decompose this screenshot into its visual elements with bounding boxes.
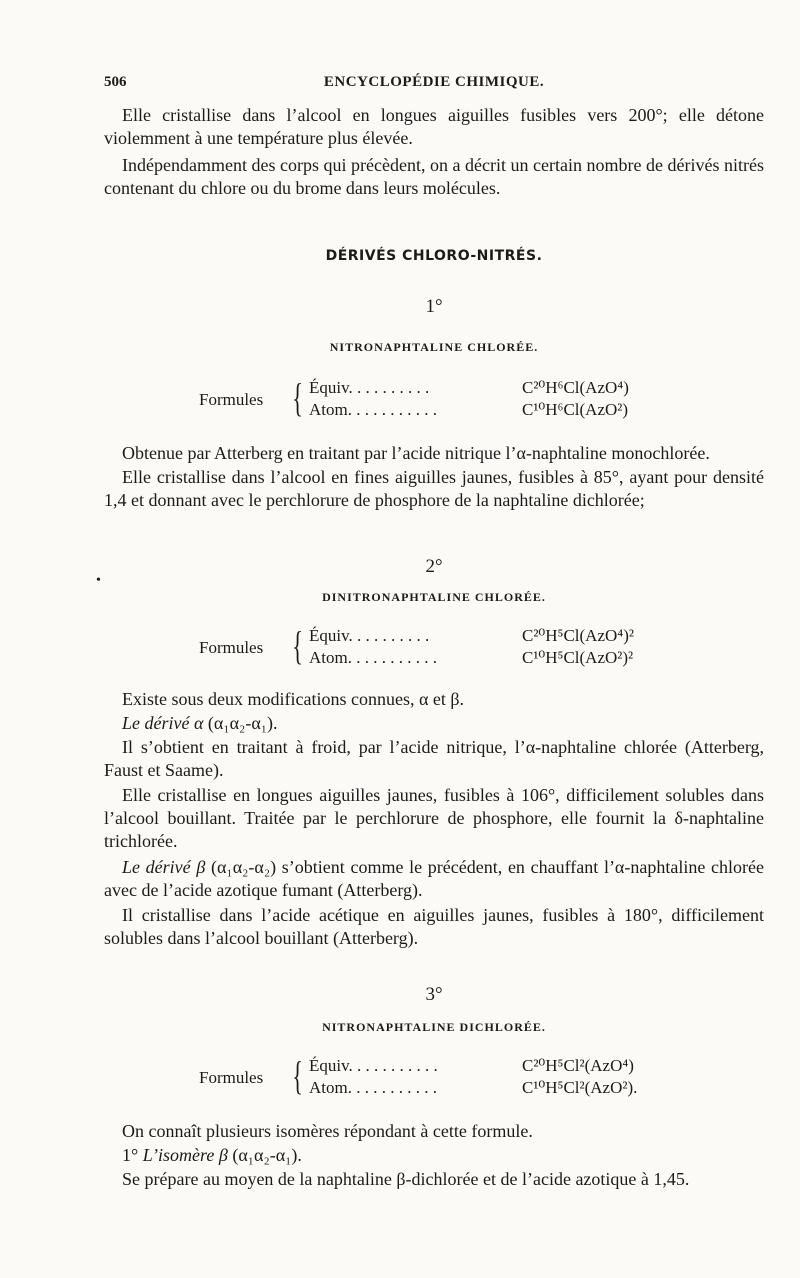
brace-icon: { bbox=[292, 1053, 303, 1098]
page-header bbox=[104, 74, 764, 100]
running-title: ENCYCLOPÉDIE CHIMIQUE. bbox=[323, 74, 545, 90]
paragraph-text: (α₁α₂-α₁). bbox=[232, 1145, 302, 1165]
atom-label: Atom. . . . . . . . . . . bbox=[309, 400, 437, 419]
margin-marker: • bbox=[96, 573, 101, 588]
italic-label: Le dérivé β bbox=[122, 857, 206, 877]
brace-icon: { bbox=[292, 623, 303, 668]
compound-heading: NITRONAPHTALINE DICHLORÉE. bbox=[322, 1020, 546, 1034]
paragraph: Elle cristallise dans l’alcool en longues aiguilles fusibles vers 200°; elle détone violemment à une température plus élevée. bbox=[104, 105, 764, 148]
paragraph: Obtenue par Atterberg en traitant par l’acide nitrique l’α-naphtaline monochlorée. bbox=[122, 443, 710, 463]
item-number: 2° bbox=[425, 556, 443, 577]
equiv-label: Équiv. . . . . . . . . . bbox=[309, 378, 430, 397]
brace-icon: { bbox=[292, 375, 303, 420]
equiv-formula: C²⁰H⁵Cl²(AzO⁴) bbox=[522, 1056, 634, 1075]
paragraph: Existe sous deux modifications connues, α et β. bbox=[122, 689, 465, 709]
paragraph-text: (α₁α₂-α₂) s’obtient comme le précédent, en chauffant l’α-naphtaline chlorée avec de l’acide azotique fumant (Atterberg). bbox=[104, 857, 764, 900]
paragraph bbox=[104, 856, 764, 902]
paragraph: Se prépare au moyen de la naphtaline β-dichlorée et de l’acide azotique à 1,45. bbox=[122, 1169, 690, 1189]
page-number: 506 bbox=[104, 74, 127, 90]
paragraph: Elle cristallise dans l’alcool en fines aiguilles jaunes, fusibles à 85°, ayant pour densité 1,4 et donnant avec le perchlorure de phosphore de la naphtaline dichlorée; bbox=[104, 467, 764, 510]
formula-label: Formules bbox=[199, 390, 264, 409]
formula-block bbox=[104, 375, 764, 424]
section-title: DÉRIVÉS CHLORO-NITRÉS. bbox=[325, 248, 543, 264]
atom-formula: C¹⁰H⁶Cl(AzO²) bbox=[522, 400, 629, 419]
formula-block bbox=[104, 623, 764, 672]
paragraph: Il cristallise dans l’acide acétique en aiguilles jaunes, fusibles à 180°, difficilement solubles dans l’alcool bouillant (Atterberg). bbox=[104, 905, 764, 948]
formula-label: Formules bbox=[199, 638, 264, 657]
paragraph: Elle cristallise en longues aiguilles jaunes, fusibles à 106°, difficilement solubles dans l’alcool bouillant. Traitée par le perchlorure de phosphore, elle fournit la δ-naphtaline trichlorée. bbox=[104, 785, 764, 851]
paragraph bbox=[104, 1144, 764, 1167]
formula-label: Formules bbox=[199, 1068, 264, 1087]
equiv-formula: C²⁰H⁶Cl(AzO⁴) bbox=[522, 378, 629, 397]
item-number: 3° bbox=[425, 984, 443, 1005]
equiv-label: Équiv. . . . . . . . . . bbox=[309, 626, 430, 645]
item-prefix: 1° bbox=[122, 1145, 143, 1165]
atom-label: Atom. . . . . . . . . . . bbox=[309, 1078, 437, 1097]
paragraph: On connaît plusieurs isomères répondant à cette formule. bbox=[122, 1121, 533, 1141]
equiv-formula: C²⁰H⁵Cl(AzO⁴)² bbox=[522, 626, 634, 645]
paragraph: Indépendamment des corps qui précèdent, on a décrit un certain nombre de dérivés nitrés contenant du chlore ou du brome dans leurs molécules. bbox=[104, 155, 764, 198]
atom-formula: C¹⁰H⁵Cl²(AzO²). bbox=[522, 1078, 638, 1097]
atom-label: Atom. . . . . . . . . . . bbox=[309, 648, 437, 667]
formula-block bbox=[104, 1053, 764, 1102]
paragraph bbox=[104, 712, 764, 735]
equiv-label: Équiv. . . . . . . . . . . bbox=[309, 1056, 438, 1075]
atom-formula: C¹⁰H⁵Cl(AzO²)² bbox=[522, 648, 634, 667]
compound-heading: DINITRONAPHTALINE CHLORÉE. bbox=[322, 590, 546, 604]
item-number: 1° bbox=[425, 296, 443, 317]
compound-heading: NITRONAPHTALINE CHLORÉE. bbox=[329, 340, 539, 354]
italic-label: L’isomère β bbox=[142, 1145, 228, 1165]
italic-label: Le dérivé α bbox=[122, 713, 204, 733]
paragraph: Il s’obtient en traitant à froid, par l’acide nitrique, l’α-naphtaline chlorée (Atterberg, Faust et Saame). bbox=[104, 737, 764, 780]
paragraph-text: (α₁α₂-α₁). bbox=[207, 713, 278, 733]
